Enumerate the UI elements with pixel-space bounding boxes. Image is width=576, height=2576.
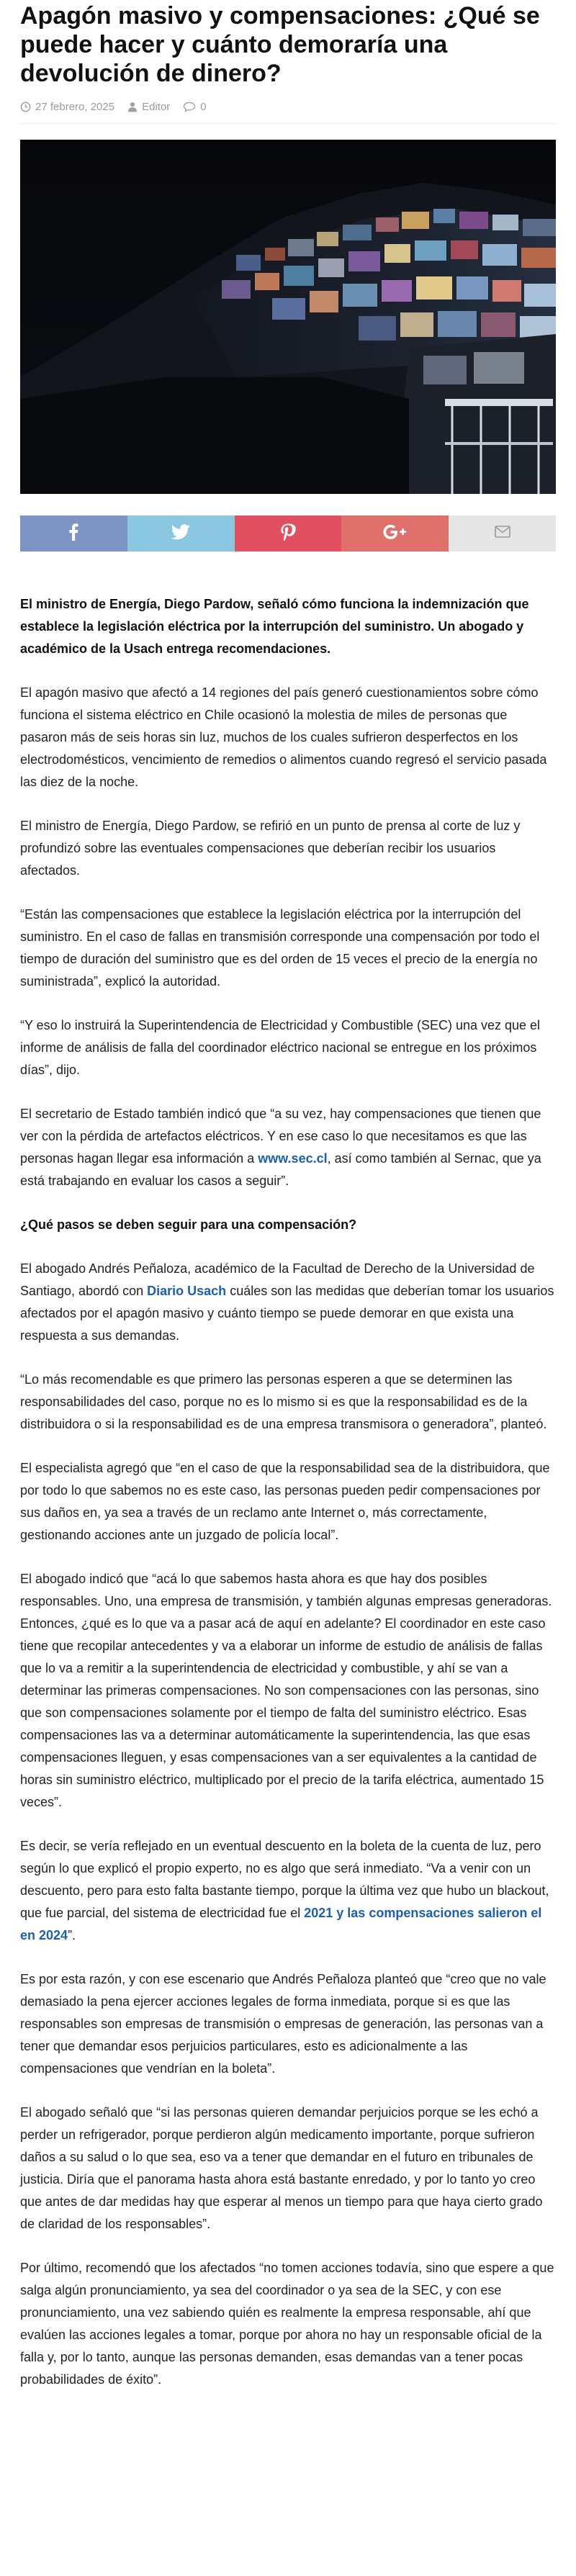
article-date: 27 febrero, 2025: [35, 101, 115, 113]
compensations-2024-link[interactable]: 2021 y las compensaciones salieron el en 2024: [20, 1906, 542, 1942]
paragraph-text: El secretario de Estado también indicó que “a su vez, hay compensaciones que tienen que ver con la pérdida de artefactos eléctricos. Y en ese caso lo que necesitamos es que las personas hagan llegar esa información a: [20, 1107, 541, 1166]
clock-icon: [20, 102, 31, 112]
article-lead: El ministro de Energía, Diego Pardow, señaló cómo funciona la indemnización que establece la legislación eléctrica por la interrupción del suministro. Un abogado y académico de la Usach entrega recomendaciones.: [20, 597, 529, 656]
share-facebook-button[interactable]: [20, 515, 127, 551]
article-meta: [20, 101, 556, 124]
article-paragraph: El ministro de Energía, Diego Pardow, se refirió en un punto de prensa al corte de luz y profundizó sobre las eventuales compensaciones que deberían recibir los usuarios afectados.: [20, 819, 521, 878]
meta-date: [20, 101, 114, 113]
share-google-plus-button[interactable]: [341, 515, 449, 551]
article-paragraph: [20, 1835, 556, 1947]
meta-author[interactable]: [127, 101, 170, 113]
twitter-icon: [171, 524, 190, 544]
paragraph-text: Es decir, se vería reflejado en un eventual descuento en la boleta de la cuenta de luz, pero según lo que explicó el propio experto, no es algo que será inmediato. “Va a venir con un descuento, pero para esto falta bastante tiempo, porque la última vez que hubo un blackout, que fue parcial, del sistema de electricidad fue el: [20, 1839, 549, 1920]
paragraph-text: , así como también al Sernac, que ya está trabajando en evaluar los casos a seguir”.: [20, 1151, 541, 1188]
comment-icon: [183, 102, 196, 112]
article-paragraph: Por último, recomendó que los afectados “no tomen acciones todavía, sino que espere a que salga algún pronunciamiento, ya sea del coordinador o ya sea de la SEC, y con ese pronunciamiento, una vez sabiendo quién es realmente la empresa responsable, ahí que evalúen las acciones legales a tomar, porque por ahora no hay un responsable oficial de la falla y, por lo tanto, aunque las personas demanden, esas demandas van a tener pocas probabilidades de éxito”.: [20, 2261, 554, 2387]
user-icon: [127, 102, 138, 112]
pinterest-icon: [280, 523, 296, 544]
paragraph-text: El abogado Andrés Peñaloza, académico de la Facultad de Derecho de la Universidad de Santiago, abordó con: [20, 1261, 535, 1298]
article-body: [20, 593, 556, 2391]
article-paragraph: “Y eso lo instruirá la Superintendencia de Electricidad y Combustible (SEC) una vez que el informe de análisis de falla del coordinador eléctrico nacional se entregue en los próximos días”, dijo.: [20, 1018, 541, 1077]
facebook-icon: [68, 523, 78, 544]
article-paragraph: El especialista agregó que “en el caso de que la responsabilidad sea de la distribuidora, que por todo lo que sabemos no es este caso, las personas pueden pedir compensaciones por sus daños en, ya sea a través de un reclamo ante Internet o, más correctamente, gestionando acciones ante un juzgado de policía local”.: [20, 1461, 550, 1542]
article-paragraph: El abogado indicó que “acá lo que sabemos hasta ahora es que hay dos posibles responsables. Uno, una empresa de transmisión, y también algunas empresas generadoras. Entonces, ¿qué es lo que va a pasar acá de aquí en adelante? El coordinador en este caso tiene que recopilar antecedentes y va a elaborar un informe de estudio de análisis de fallas que lo va a remitir a la superintendencia de electricidad y combustible, y ahí se van a determinar las primeras compensaciones. No son compensaciones con las personas, sino que son compensaciones solamente por el tiempo de falta del suministro eléctrico. Esas compensaciones las va a determinar automáticamente la superintendencia, las que esas compensaciones lleguen, y esas compensaciones van a ser equivalentes a la cantidad de horas sin suministro eléctrico, multiplicado por el precio de la tarifa eléctrica, aumentado 15 veces”.: [20, 1572, 552, 1809]
paragraph-text: cuáles son las medidas que deberían tomar los usuarios afectados por el apagón masivo y cuánto tiempo se puede demorar en que exista una respuesta a sus demandas.: [20, 1284, 554, 1343]
comment-count[interactable]: 0: [200, 101, 207, 113]
meta-comments[interactable]: [183, 101, 206, 113]
article-author[interactable]: Editor: [142, 101, 171, 113]
share-email-button[interactable]: [449, 515, 556, 551]
article-paragraph: [20, 1103, 556, 1192]
paragraph-text: ”.: [68, 1928, 76, 1942]
google-plus-icon: [382, 524, 408, 544]
article-paragraph: “Están las compensaciones que establece la legislación eléctrica por la interrupción del suministro. En el caso de fallas en transmisión corresponde una compensación por todo el tiempo de duración del suministro que es del orden de 15 veces el precio de la energía no suministrada”, explicó la autoridad.: [20, 907, 540, 988]
email-icon: [495, 526, 510, 541]
share-bar: [20, 515, 556, 551]
share-twitter-button[interactable]: [127, 515, 235, 551]
article-paragraph: Es por esta razón, y con ese escenario que Andrés Peñaloza planteó que “creo que no vale demasiado la pena ejercer acciones legales de forma inmediata, porque si es que las responsables son empresas de transmisión o empresas de generación, las personas van a tener que demandar esos perjuicios particulares, esto es adicionalmente a las compensaciones que vendrían en la boleta”.: [20, 1972, 546, 2076]
section-subheading: ¿Qué pasos se deben seguir para una compensación?: [20, 1217, 357, 1232]
sec-link[interactable]: www.sec.cl: [258, 1151, 328, 1166]
hero-image: [20, 140, 556, 494]
diario-usach-link[interactable]: Diario Usach: [147, 1284, 227, 1298]
article-title: Apagón masivo y compensaciones: ¿Qué se puede hacer y cuánto demoraría una devolución de dinero?: [20, 2, 540, 87]
article-paragraph: “Lo más recomendable es que primero las personas esperen a que se determinen las responsabilidades del caso, porque no es lo mismo si es que la responsabilidad es de la distribuidora o si la responsabilidad es de una empresa transmisora o generadora”, planteó.: [20, 1372, 547, 1431]
article-paragraph: El abogado señaló que “si las personas quieren demandar perjuicios porque se les echó a perder un refrigerador, porque perdieron algún medicamento importante, porque sufrieron daños a su salud o lo que sea, eso va a tener que demandar en el futuro en tribunales de justicia. Diría que el panorama hasta ahora está bastante enredado, y por lo tanto yo creo que antes de dar medidas hay que esperar al menos un tiempo para que haya cierto grado de claridad de los responsables”.: [20, 2105, 543, 2231]
article-paragraph: [20, 1258, 556, 1347]
article-paragraph: El apagón masivo que afectó a 14 regiones del país generó cuestionamientos sobre cómo funciona el sistema eléctrico en Chile ocasionó la molestia de miles de personas que pasaron más de seis horas sin luz, muchos de los cuales sufrieron desperfectos en los electrodomésticos, vencimiento de remedios o alimentos cuando regresó el servicio pasada las diez de la noche.: [20, 685, 547, 789]
share-pinterest-button[interactable]: [235, 515, 342, 551]
